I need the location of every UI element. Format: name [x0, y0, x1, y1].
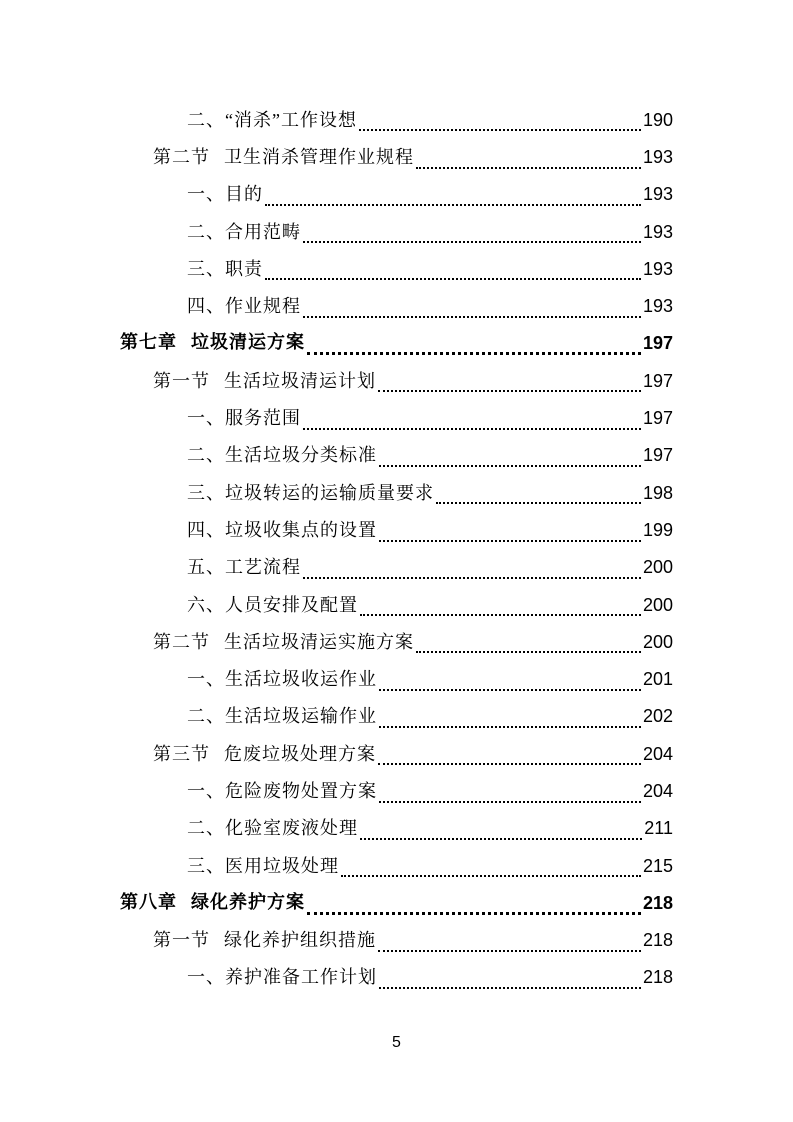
toc-entry-title	[187, 260, 263, 278]
toc-entry-number: 一、	[187, 780, 225, 801]
toc-entry-text: 化验室废液处理	[225, 818, 358, 839]
toc-entry-number: 第三节	[153, 743, 210, 764]
toc-entry-text: 合用范畴	[225, 221, 301, 242]
toc-entry-title	[187, 857, 339, 875]
toc-entry-title	[187, 185, 263, 203]
toc-entry-text: 服务范围	[225, 408, 301, 429]
toc-entry-text: 作业规程	[225, 296, 301, 317]
toc-entry-title	[187, 596, 358, 614]
toc-entry-page: 197	[642, 445, 673, 466]
toc-entry[interactable]	[0, 847, 793, 884]
toc-entry-text: 生活垃圾收运作业	[225, 669, 377, 690]
toc-entry-title	[153, 745, 376, 763]
toc-entry-page: 193	[642, 258, 673, 279]
toc-entry[interactable]	[0, 176, 793, 213]
toc-entry-number: 二、	[187, 706, 225, 727]
toc-entry-number: 四、	[187, 296, 225, 317]
toc-entry-page: 193	[642, 184, 673, 205]
toc-entry-text: 生活垃圾清运计划	[224, 370, 376, 391]
toc-entry-title	[120, 334, 305, 352]
dot-leader	[307, 352, 641, 355]
toc-entry-page: 211	[644, 818, 673, 839]
toc-entry[interactable]	[0, 138, 793, 175]
dot-leader	[303, 577, 641, 579]
toc-entry-title	[187, 819, 358, 837]
toc-entry-number: 三、	[187, 482, 225, 503]
toc-entry[interactable]	[0, 287, 793, 324]
toc-entry-page: 193	[642, 221, 673, 242]
toc-entry-title	[187, 223, 301, 241]
toc-entry[interactable]	[0, 213, 793, 250]
page-number: 5	[392, 1034, 401, 1051]
toc-entry[interactable]	[0, 399, 793, 436]
toc-entry-page: 190	[642, 109, 673, 130]
dot-leader	[359, 129, 641, 131]
dot-leader	[341, 875, 641, 877]
toc-entry-page: 193	[642, 146, 673, 167]
toc-entry[interactable]	[0, 549, 793, 586]
toc-entry-page: 204	[642, 780, 673, 801]
dot-leader	[265, 204, 641, 206]
dot-leader	[416, 651, 641, 653]
toc-entry-title	[187, 111, 357, 129]
dot-leader	[360, 614, 641, 616]
dot-leader	[379, 689, 641, 691]
toc-entry-title	[120, 891, 305, 913]
toc-entry-number: 一、	[187, 408, 225, 429]
toc-entry-title	[187, 782, 377, 800]
toc-entry-title	[187, 521, 377, 539]
toc-entry-page: 197	[642, 333, 673, 354]
toc-entry-number: 二、	[187, 221, 225, 242]
toc-entry[interactable]	[0, 250, 793, 287]
dot-leader	[378, 390, 641, 392]
dot-leader	[379, 801, 641, 803]
toc-entry-text: 绿化养护方案	[191, 891, 305, 913]
dot-leader	[303, 241, 641, 243]
toc-entry-text: 养护准备工作计划	[225, 967, 377, 988]
toc-entry[interactable]	[0, 884, 793, 921]
toc-entry[interactable]	[0, 735, 793, 772]
toc-entry-page: 218	[642, 967, 673, 988]
toc-entry-text: 人员安排及配置	[225, 594, 358, 615]
toc-entry-page: 200	[642, 594, 673, 615]
toc-entry[interactable]	[0, 959, 793, 996]
toc-entry-text: 职责	[225, 258, 263, 279]
toc-entry-page: 218	[642, 892, 673, 913]
toc-entry[interactable]	[0, 325, 793, 362]
toc-entry-page: 198	[642, 482, 673, 503]
dot-leader	[379, 726, 641, 728]
toc-entry-number: 一、	[187, 967, 225, 988]
toc-entry-title	[153, 148, 414, 166]
toc-entry-number: 三、	[187, 855, 225, 876]
toc-entry-text: 卫生消杀管理作业规程	[224, 146, 414, 167]
toc-entry[interactable]	[0, 660, 793, 697]
toc-entry[interactable]	[0, 511, 793, 548]
toc-entry-text: 生活垃圾分类标准	[225, 445, 377, 466]
toc-entry[interactable]	[0, 922, 793, 959]
toc-entry[interactable]	[0, 810, 793, 847]
toc-entry-number: 二、	[187, 445, 225, 466]
toc-entry[interactable]	[0, 698, 793, 735]
dot-leader	[360, 838, 642, 840]
toc-entry-text: 目的	[225, 184, 263, 205]
toc-entry-text: 生活垃圾清运实施方案	[224, 631, 414, 652]
toc-entry-number: 二、	[187, 818, 225, 839]
toc-entry-title	[187, 297, 301, 315]
dot-leader	[436, 502, 641, 504]
table-of-contents	[0, 101, 793, 996]
toc-entry-page: 200	[642, 631, 673, 652]
toc-entry-title	[187, 484, 434, 502]
toc-entry-text: 危废垃圾处理方案	[224, 743, 376, 764]
toc-entry-text: 工艺流程	[225, 557, 301, 578]
toc-entry-number: 第一节	[153, 370, 210, 391]
toc-entry-title	[153, 372, 376, 390]
dot-leader	[303, 428, 641, 430]
dot-leader	[303, 316, 641, 318]
toc-entry-title	[187, 558, 301, 576]
toc-entry-text: 医用垃圾处理	[225, 855, 339, 876]
toc-entry-title	[187, 446, 377, 464]
toc-entry-text: 垃圾清运方案	[191, 332, 305, 354]
toc-entry[interactable]	[0, 586, 793, 623]
toc-entry-page: 200	[642, 557, 673, 578]
toc-entry-number: 五、	[187, 557, 225, 578]
toc-entry-number: 第七章	[120, 332, 177, 354]
toc-entry[interactable]	[0, 101, 793, 138]
toc-entry[interactable]	[0, 437, 793, 474]
dot-leader	[379, 465, 641, 467]
dot-leader	[307, 912, 641, 915]
dot-leader	[378, 763, 641, 765]
toc-entry-title	[187, 968, 377, 986]
toc-entry-title	[187, 670, 377, 688]
toc-entry-number: 第二节	[153, 146, 210, 167]
toc-entry-number: 一、	[187, 184, 225, 205]
dot-leader	[416, 167, 641, 169]
toc-entry-text: 垃圾收集点的设置	[225, 519, 377, 540]
toc-entry-page: 218	[642, 930, 673, 951]
toc-entry-page: 193	[642, 296, 673, 317]
toc-entry-number: 第二节	[153, 631, 210, 652]
toc-entry-title	[187, 409, 301, 427]
toc-entry-page: 204	[642, 743, 673, 764]
toc-entry-text: 绿化养护组织措施	[224, 930, 376, 951]
dot-leader	[379, 540, 641, 542]
toc-entry[interactable]	[0, 623, 793, 660]
dot-leader	[379, 987, 641, 989]
dot-leader	[378, 950, 641, 952]
toc-entry-number: 六、	[187, 594, 225, 615]
toc-entry-number: 三、	[187, 258, 225, 279]
toc-entry-page: 201	[642, 669, 673, 690]
toc-entry-page: 215	[642, 855, 673, 876]
toc-entry[interactable]	[0, 772, 793, 809]
toc-entry-text: “消杀”工作设想	[225, 109, 357, 130]
toc-entry-page: 199	[642, 519, 673, 540]
toc-entry-number: 一、	[187, 669, 225, 690]
toc-entry-text: 生活垃圾运输作业	[225, 706, 377, 727]
toc-entry-page: 197	[642, 370, 673, 391]
toc-entry[interactable]	[0, 362, 793, 399]
dot-leader	[265, 278, 641, 280]
toc-entry-text: 危险废物处置方案	[225, 780, 377, 801]
toc-entry-number: 第一节	[153, 930, 210, 951]
toc-entry-title	[153, 633, 414, 651]
toc-entry-title	[153, 931, 376, 949]
toc-entry-number: 第八章	[120, 891, 177, 913]
toc-entry-title	[187, 707, 377, 725]
toc-entry[interactable]	[0, 474, 793, 511]
toc-entry-number: 二、	[187, 109, 225, 130]
toc-entry-text: 垃圾转运的运输质量要求	[225, 482, 434, 503]
toc-entry-page: 197	[642, 408, 673, 429]
toc-entry-page: 202	[642, 706, 673, 727]
toc-entry-number: 四、	[187, 519, 225, 540]
